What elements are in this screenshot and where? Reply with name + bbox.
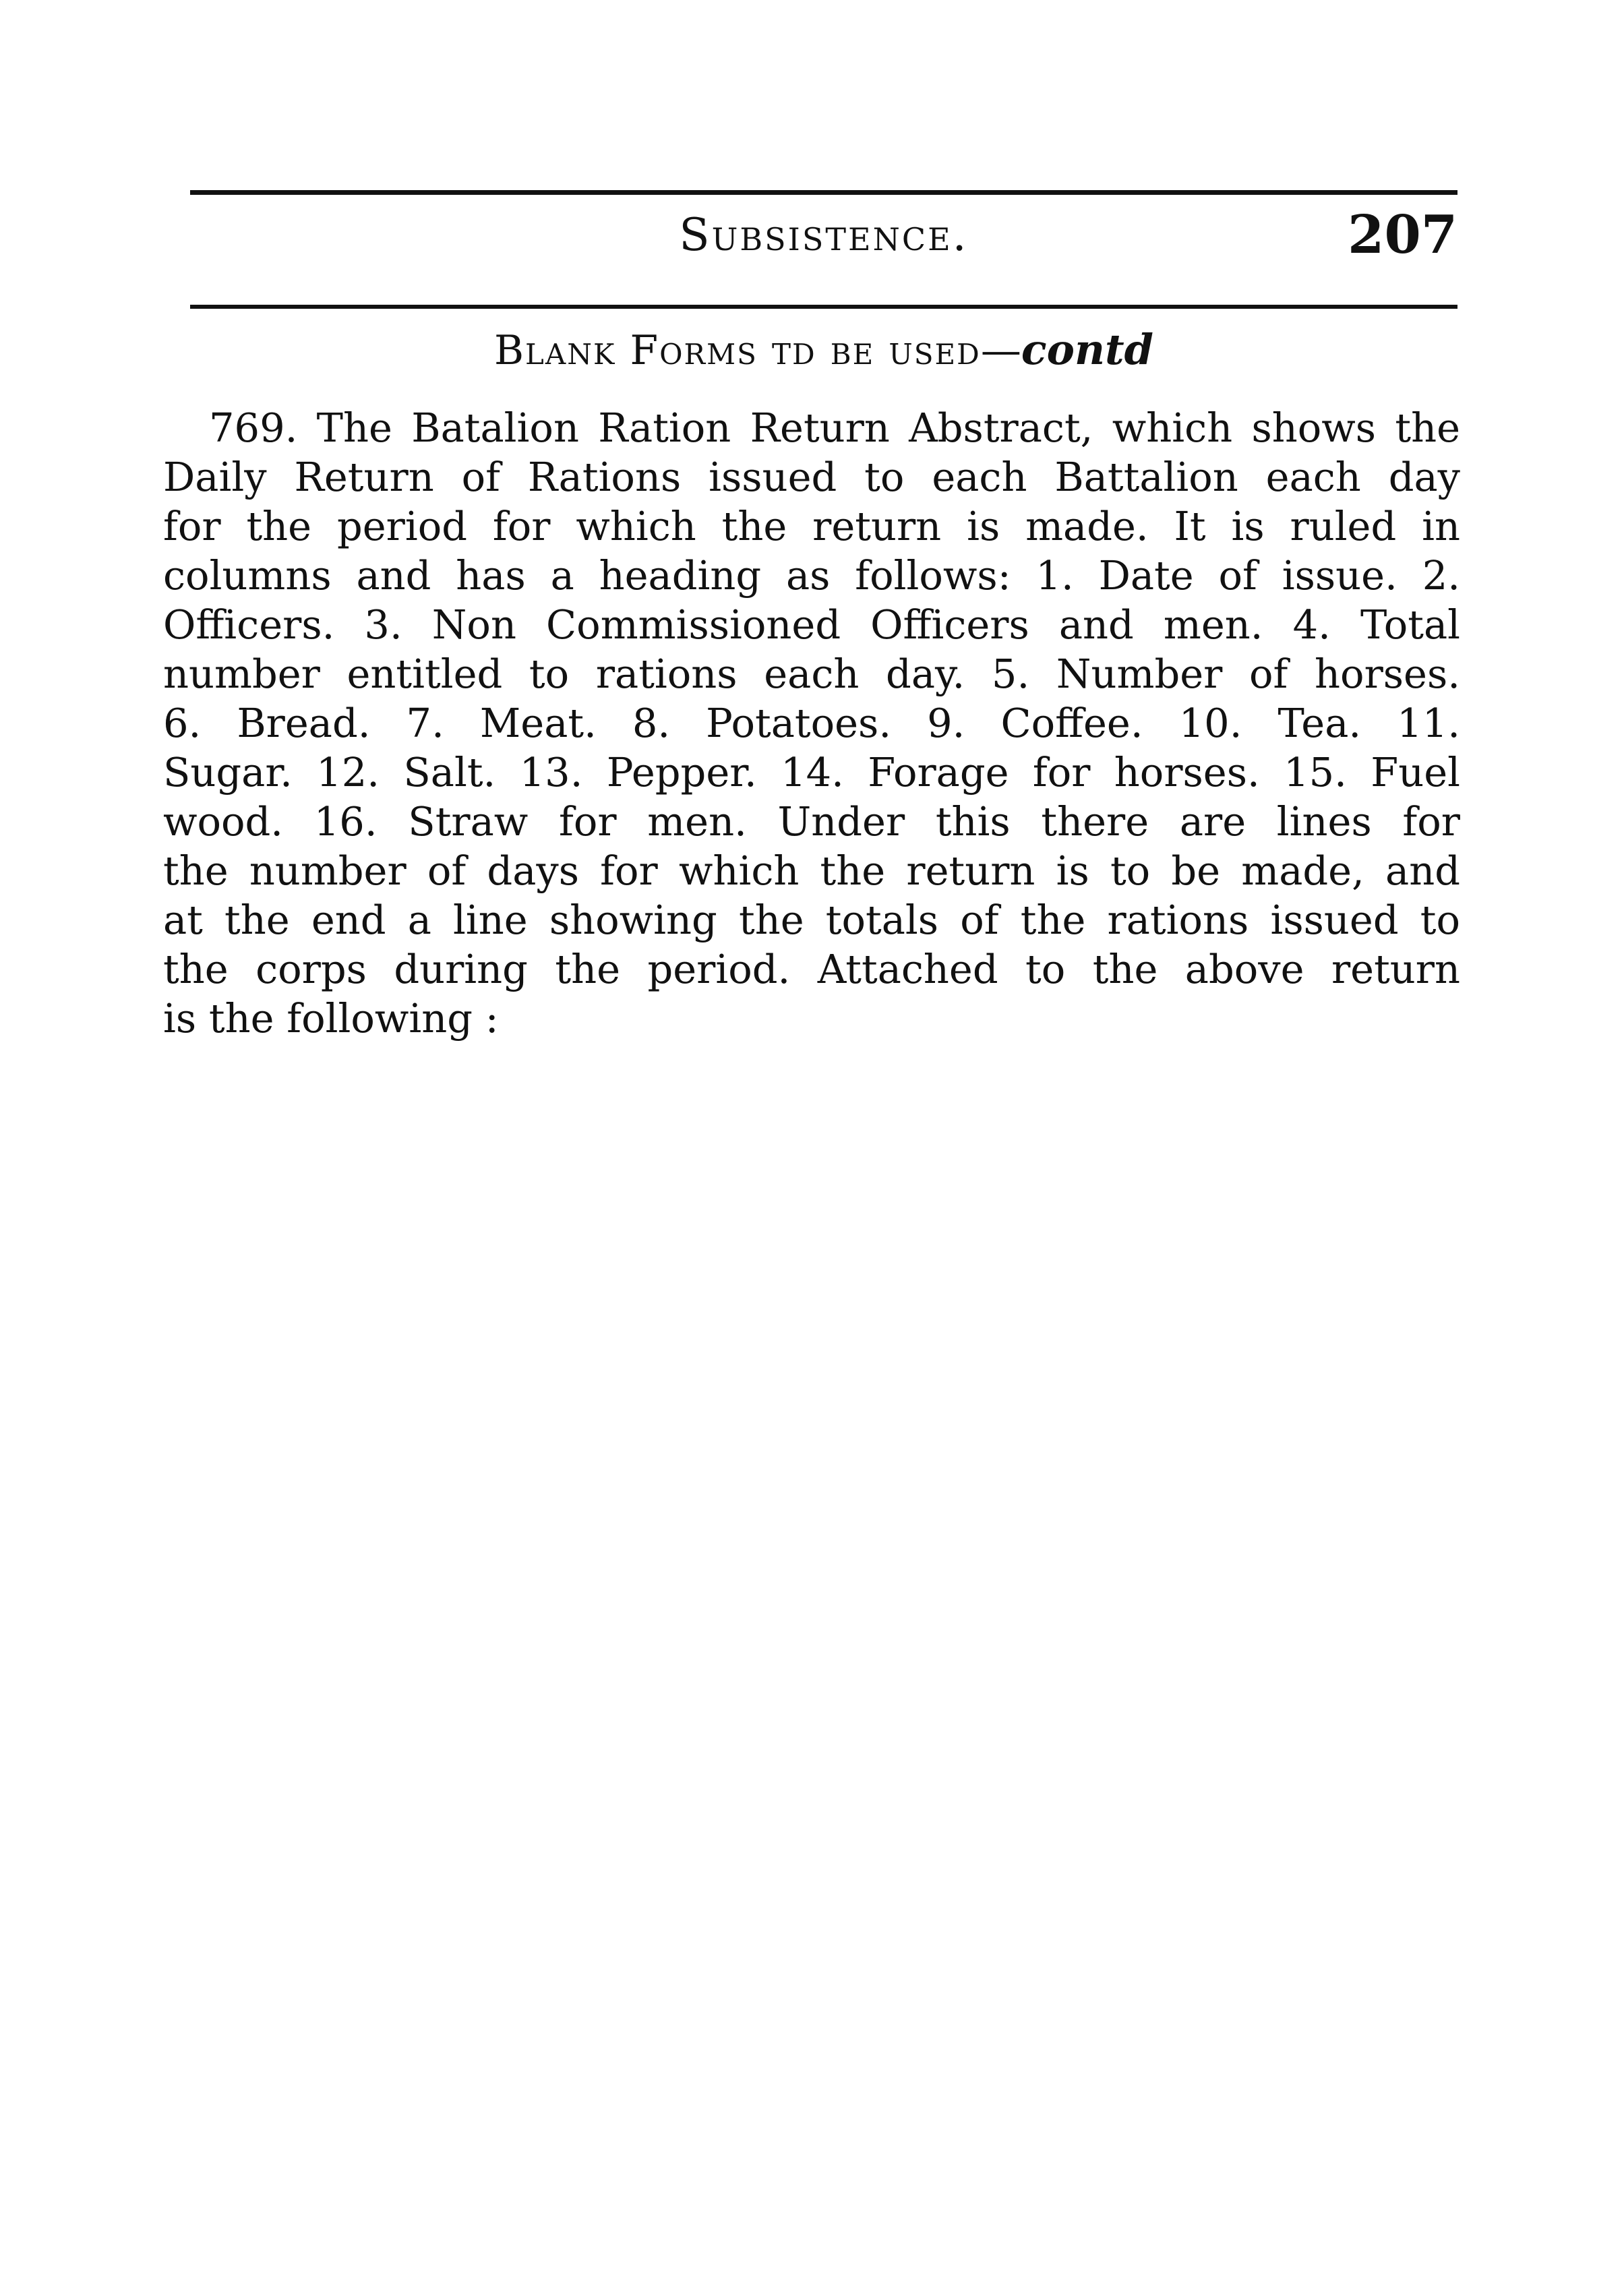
- text-line: Officers. 3. Non Commissioned Officers and men. 4. Total: [163, 601, 1460, 648]
- header-bottom-rule: [190, 305, 1457, 309]
- text-line: the corps during the period. Attached to the above return: [163, 946, 1460, 992]
- text-line: the number of days for which the return is to be made, and: [163, 847, 1460, 894]
- paragraph-769: [163, 403, 1460, 1043]
- text-line: at the end a line showing the totals of the rations issued to: [163, 897, 1460, 943]
- section-heading-main: Blank Forms td be used: [493, 327, 981, 374]
- text-line: is the following :: [163, 995, 499, 1042]
- text-line: Sugar. 12. Salt. 13. Pepper. 14. Forage for horses. 15. Fuel: [163, 749, 1460, 796]
- running-title: Subsistence.: [679, 209, 969, 261]
- text-line: number entitled to rations each day. 5. Number of horses.: [163, 651, 1460, 697]
- header-top-rule: [190, 190, 1457, 195]
- section-heading-dash: —: [980, 327, 1021, 374]
- section-heading-suffix: contd: [1021, 325, 1154, 374]
- text-line: columns and has a heading as follows: 1. Date of issue. 2.: [163, 552, 1460, 599]
- section-heading: [190, 325, 1457, 374]
- text-line: for the period for which the return is made. It is ruled in: [163, 503, 1460, 549]
- text-line: wood. 16. Straw for men. Under this there are lines for: [163, 798, 1460, 845]
- running-head: [190, 204, 1457, 283]
- text-line: Daily Return of Rations issued to each Battalion each day: [163, 454, 1460, 500]
- text-line: 6. Bread. 7. Meat. 8. Potatoes. 9. Coffee. 10. Tea. 11.: [163, 700, 1460, 746]
- page-number: 207: [1348, 204, 1457, 266]
- text-line: 769. The Batalion Ration Return Abstract, which shows the: [209, 405, 1460, 451]
